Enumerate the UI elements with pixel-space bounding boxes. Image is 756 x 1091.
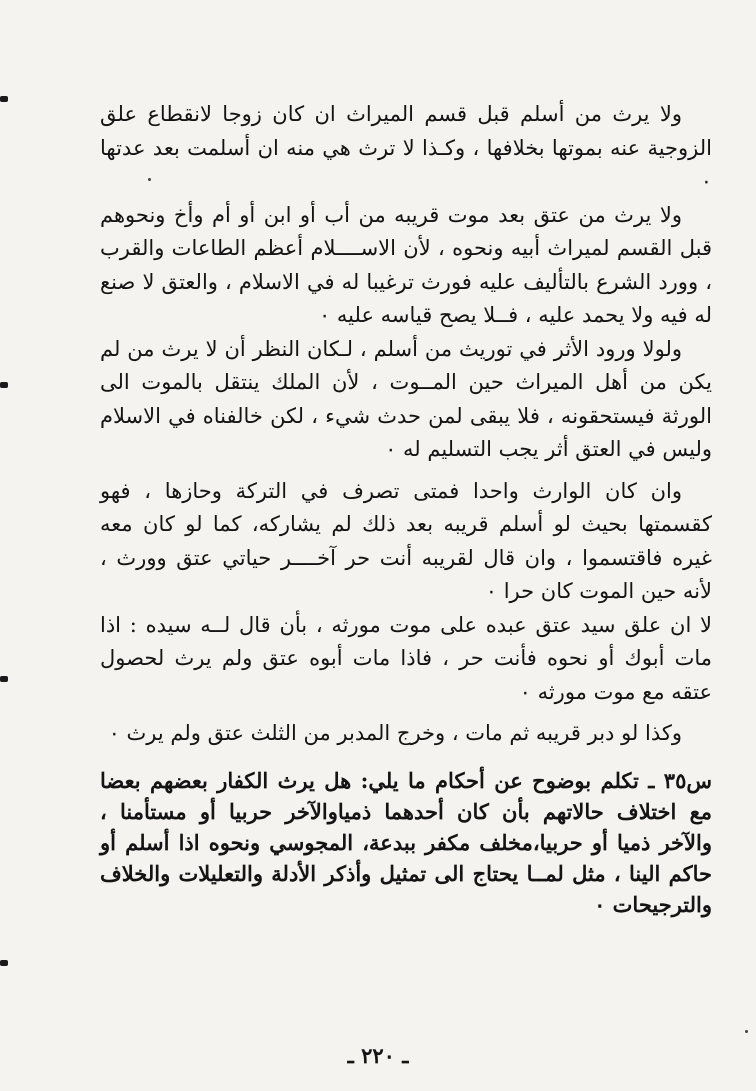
- paragraph-1: ولا يرث من أسلم قبل قسم الميراث ان كان زوجا لانقطاع علق الزوجية عنه بموتها بخلافها ، وكـذا لا ترث هي منه ان أسلمت بعد عدتها ٠: [100, 102, 712, 193]
- question-35: س٣٥ ـ تكلم بوضوح عن أحكام ما يلي: هل يرث الكفار بعضهم بعضا مع اختلاف حالاتهم بأن كان أحدهما ذمياوالآخر حربيا أو مستأمنا ، والآخر ذميا أو حربيا،مخلف مكفر ببدعة، المجوسي ونحوه اذا أسلم أو حاكم الينا ، مثل لمــا يحتاج الى تمثيل وأذكر الأدلة والتعليلات والخلاف والترجيحات ٠: [100, 767, 712, 917]
- margin-mark: [0, 96, 8, 102]
- page-number: ـ ٢٢٠ ـ: [347, 1043, 409, 1068]
- margin-mark: [0, 960, 8, 966]
- paragraph-6: وكذا لو دبر قريبه ثم مات ، وخرج المدبر من الثلث عتق ولم يرث ٠: [108, 721, 682, 745]
- paragraph-5: لا ان علق سيد عتق عبده على موت مورثه ، بأن قال لــه سيده : اذا مات أبوك أو نحوه فأنت حر ، فاذا مات أبوه عتق ولم يرث لحصول عتقه مع موت مورثه ٠: [100, 612, 712, 704]
- paragraph-4: وان كان الوارث واحدا فمتى تصرف في التركة وحازها ، فهو كقسمتها بحيث لو أسلم قريبه بعد ذلك لم يشاركه، كما لو كان معه غيره فاقتسموا ، وان قال لقريبه أنت حر آخــــر حياتي عتق وورث ، لأنه حين الموت كان حرا ٠: [100, 478, 712, 603]
- margin-mark: [0, 382, 8, 388]
- paragraph-3: ولولا ورود الأثر في توريث من أسلم ، لـكان النظر أن لا يرث من لم يكن من أهل الميراث حين المــوت ، لأن الملك ينتقل بالموت الى الورثة فيستحقونه ، فلا يبقى لمن حدث شيء ، لكن خالفناه في الاسلام وليس في العتق أثر يجب التسليم له ٠: [100, 336, 712, 461]
- scan-speck: [745, 1030, 748, 1033]
- margin-mark: [0, 676, 8, 682]
- page-body: [100, 98, 712, 920]
- paragraph-2: ولا يرث من عتق بعد موت قريبه من أب أو ابن أو أم وأخ ونحوهم قبل القسم لميراث أبيه ونحوه ، لأن الاســــلام أعظم الطاعات والقرب ، وورد الشرع بالتأليف عليه فورث ترغيبا له في الاسلام ، والعتق لا صنع له فيه ولا يحمد عليه ، فــلا يصح قياسه عليه ٠: [100, 202, 712, 327]
